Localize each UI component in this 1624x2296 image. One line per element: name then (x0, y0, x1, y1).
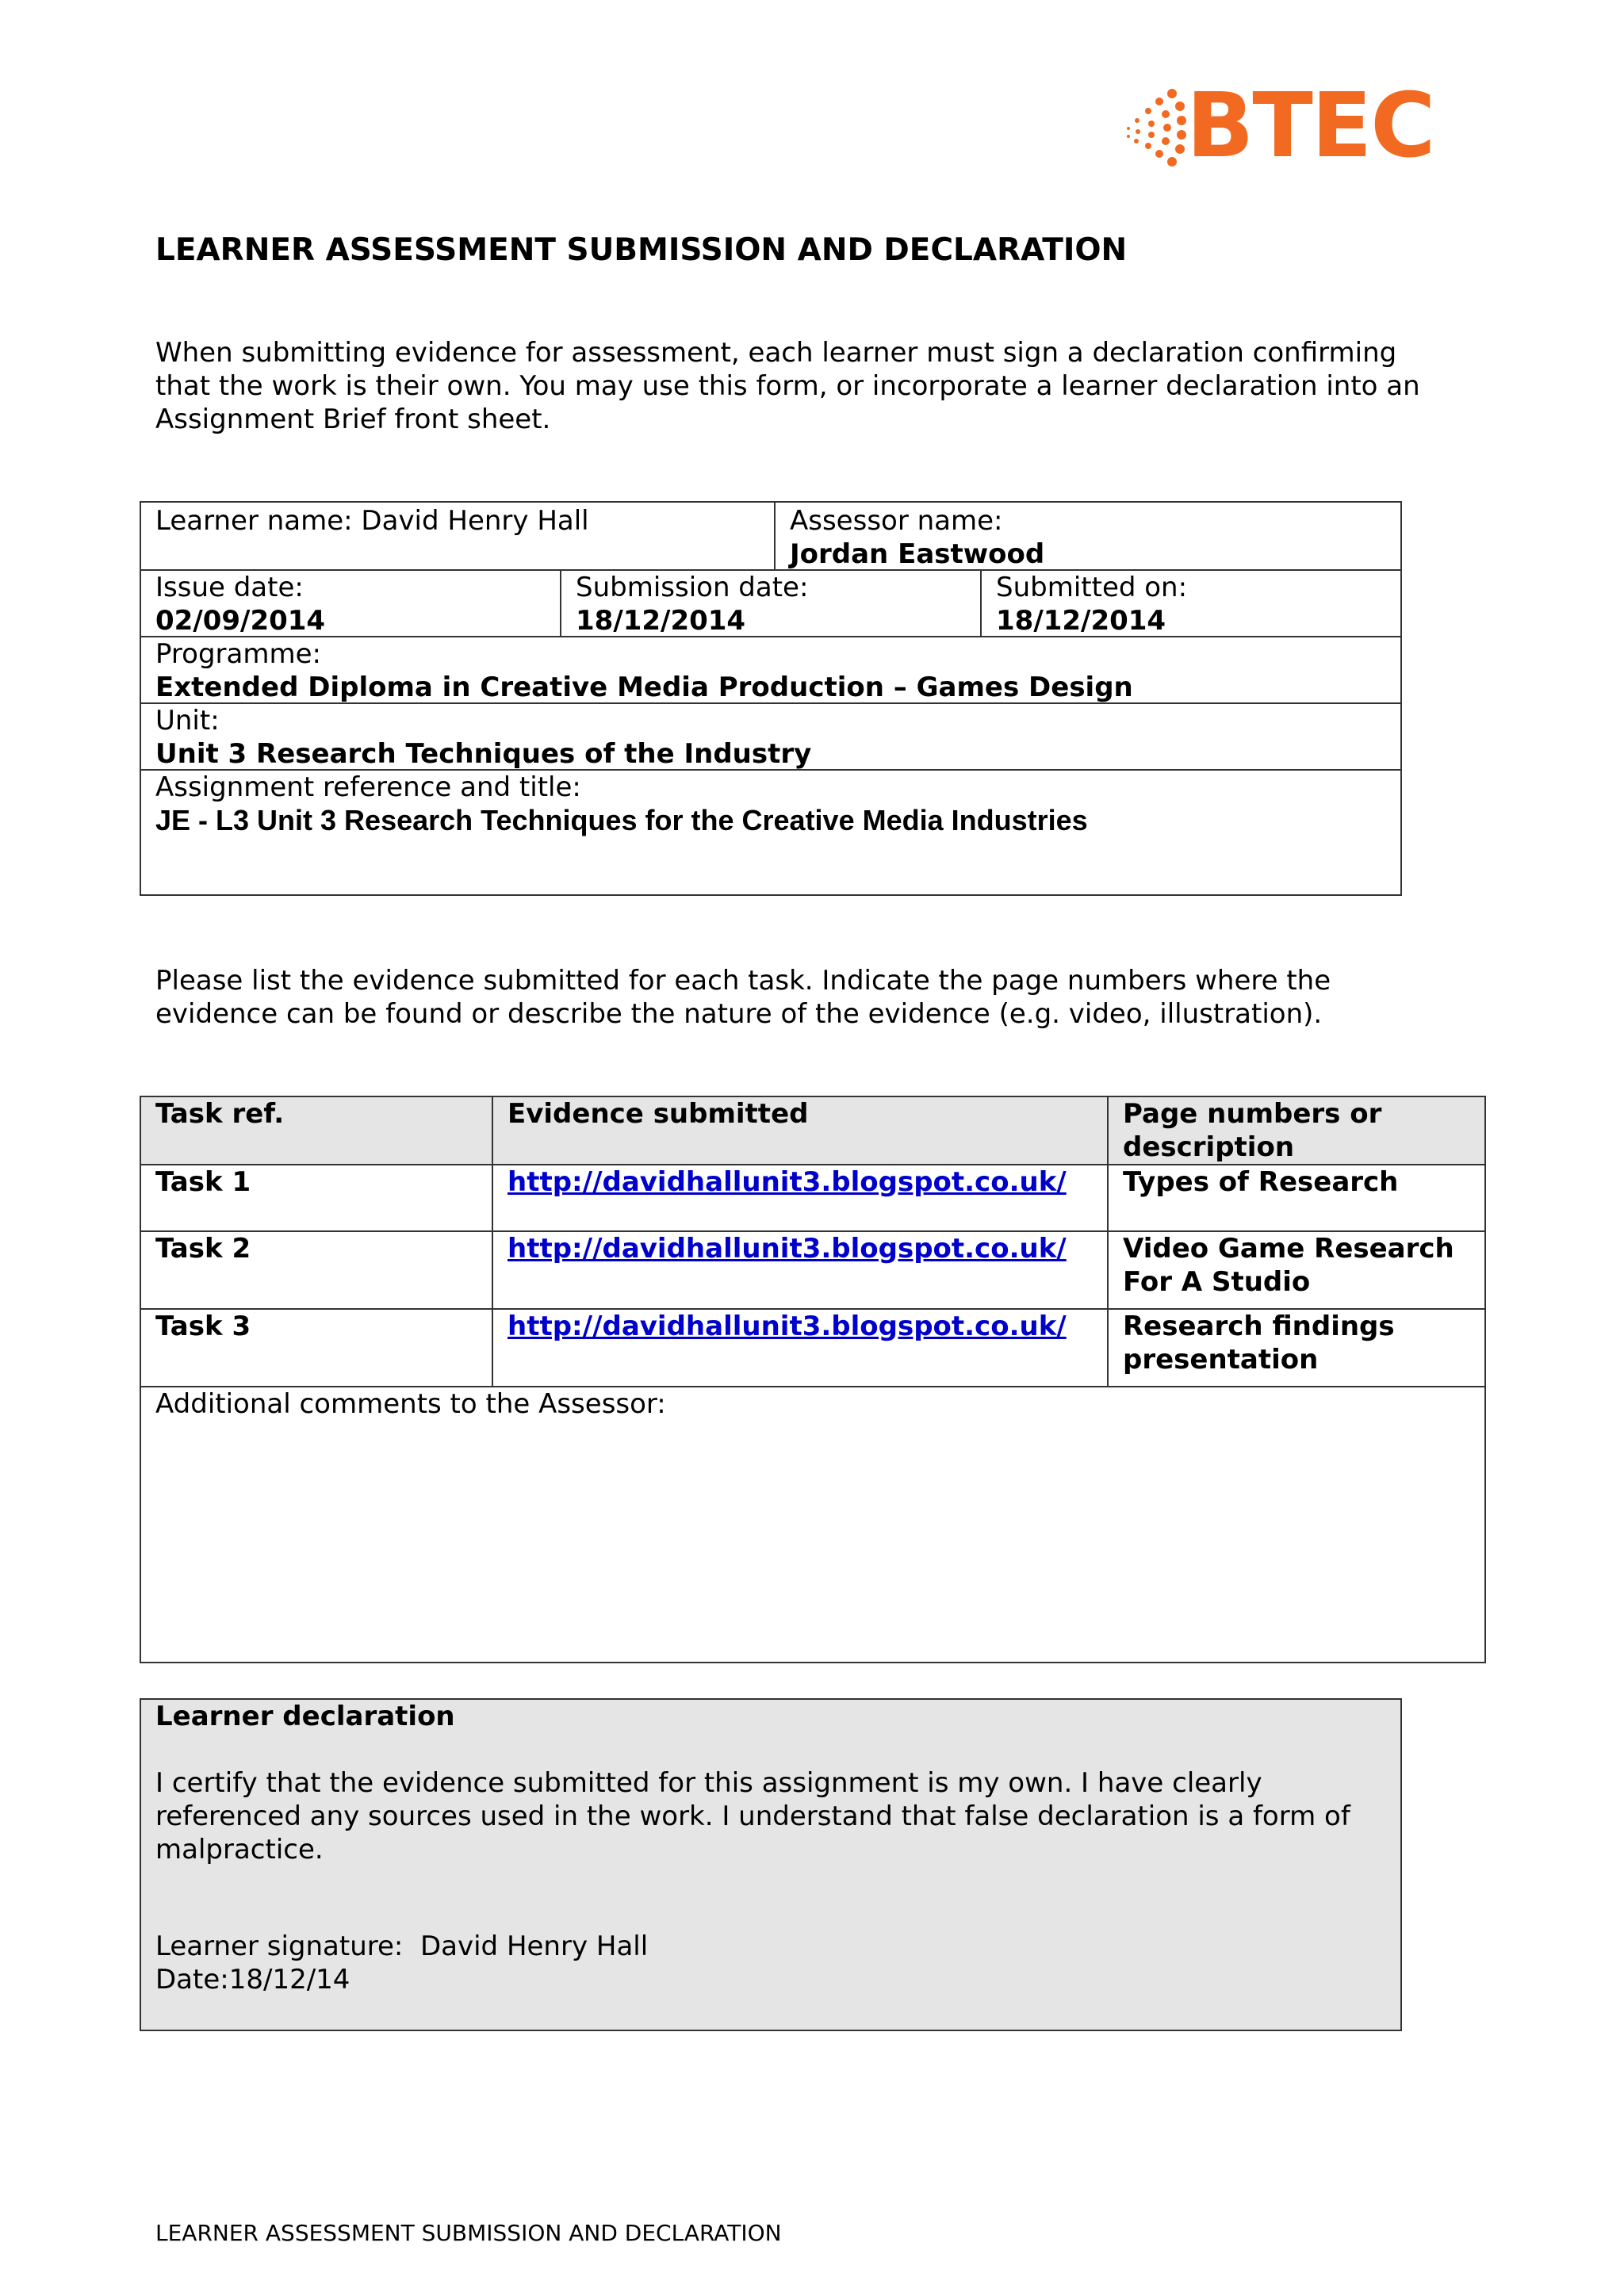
submission-date-value: 18/12/2014 (576, 605, 746, 637)
evidence-description: Types of Research (1123, 1166, 1399, 1198)
signature-value: David Henry Hall (419, 1931, 649, 1962)
learner-name-cell (141, 503, 774, 569)
issue-date-label: Issue date: (155, 572, 304, 603)
task-ref: Task 2 (155, 1233, 251, 1265)
learner-declaration-box (140, 1698, 1402, 2031)
unit-label: Unit: (155, 705, 220, 737)
programme-label: Programme: (155, 638, 321, 670)
evidence-table (140, 1096, 1486, 1663)
logo-dots-icon (1124, 86, 1186, 173)
unit-cell (141, 704, 1402, 769)
task-ref: Task 3 (155, 1311, 251, 1342)
header-task-ref: Task ref. (155, 1098, 285, 1130)
table-row (141, 1165, 1486, 1230)
intro-paragraph: When submitting evidence for assessment, each learner must sign a declaration confirming that the work is their own. You may use this form, or incorporate a learner declaration into an Assignment Brief front sheet. (155, 337, 1420, 435)
submission-date-cell (561, 571, 980, 636)
date-line (155, 1963, 350, 1996)
assignment-label: Assignment reference and title: (155, 771, 581, 803)
assessor-name-cell (776, 503, 1402, 569)
assignment-value: JE - L3 Unit 3 Research Techniques for the Creative Media Industries (155, 804, 1088, 836)
submitted-on-label: Submitted on: (996, 572, 1188, 603)
submitted-on-cell (982, 571, 1402, 636)
comments-label: Additional comments to the Assessor: (155, 1388, 666, 1420)
programme-value: Extended Diploma in Creative Media Production – Games Design (155, 672, 1133, 703)
page-title: LEARNER ASSESSMENT SUBMISSION AND DECLARATION (155, 232, 1128, 268)
assignment-cell (141, 771, 1402, 894)
evidence-description: Research findings presentation (1123, 1311, 1395, 1376)
declaration-title: Learner declaration (155, 1701, 455, 1732)
issue-date-value: 02/09/2014 (155, 605, 326, 637)
learner-name-value: David Henry Hall (361, 505, 589, 537)
programme-cell (141, 637, 1402, 702)
details-table (140, 501, 1402, 896)
submission-date-label: Submission date: (576, 572, 809, 603)
unit-value: Unit 3 Research Techniques of the Industry (155, 738, 812, 770)
learner-name-label: Learner name: (155, 505, 362, 537)
comments-area[interactable] (141, 1387, 1486, 1662)
signature-line (155, 1930, 648, 1963)
date-value: 18/12/14 (228, 1964, 350, 1996)
date-label: Date: (155, 1964, 229, 1996)
submitted-on-value: 18/12/2014 (996, 605, 1166, 637)
header-evidence-submitted: Evidence submitted (508, 1098, 809, 1130)
header-page-numbers: Page numbers or description (1123, 1098, 1382, 1163)
evidence-description: Video Game Research For A Studio (1123, 1233, 1454, 1298)
btec-logo (1124, 75, 1434, 182)
evidence-link[interactable]: http://davidhallunit3.blogspot.co.uk/ (508, 1166, 1067, 1198)
issue-date-cell (141, 571, 560, 636)
logo-text: BTEC (1186, 75, 1434, 178)
signature-label: Learner signature: (155, 1931, 404, 1962)
assessor-name-value: Jordan Eastwood (790, 538, 1045, 570)
table-row (141, 1310, 1486, 1386)
evidence-intro: Please list the evidence submitted for each task. Indicate the page numbers where the evidence can be found or describe the nature of the evidence (e.g. video, illustration). (155, 965, 1331, 1030)
page-footer: LEARNER ASSESSMENT SUBMISSION AND DECLARATION (155, 2220, 782, 2246)
declaration-body: I certify that the evidence submitted for this assignment is my own. I have clearly referenced any sources used in the work. I understand that false declaration is a form of malpractice. (155, 1767, 1350, 1866)
assessor-name-label: Assessor name: (790, 505, 1003, 537)
evidence-link[interactable]: http://davidhallunit3.blogspot.co.uk/ (508, 1233, 1067, 1265)
evidence-link[interactable]: http://davidhallunit3.blogspot.co.uk/ (508, 1311, 1067, 1342)
table-row (141, 1232, 1486, 1308)
task-ref: Task 1 (155, 1166, 251, 1198)
